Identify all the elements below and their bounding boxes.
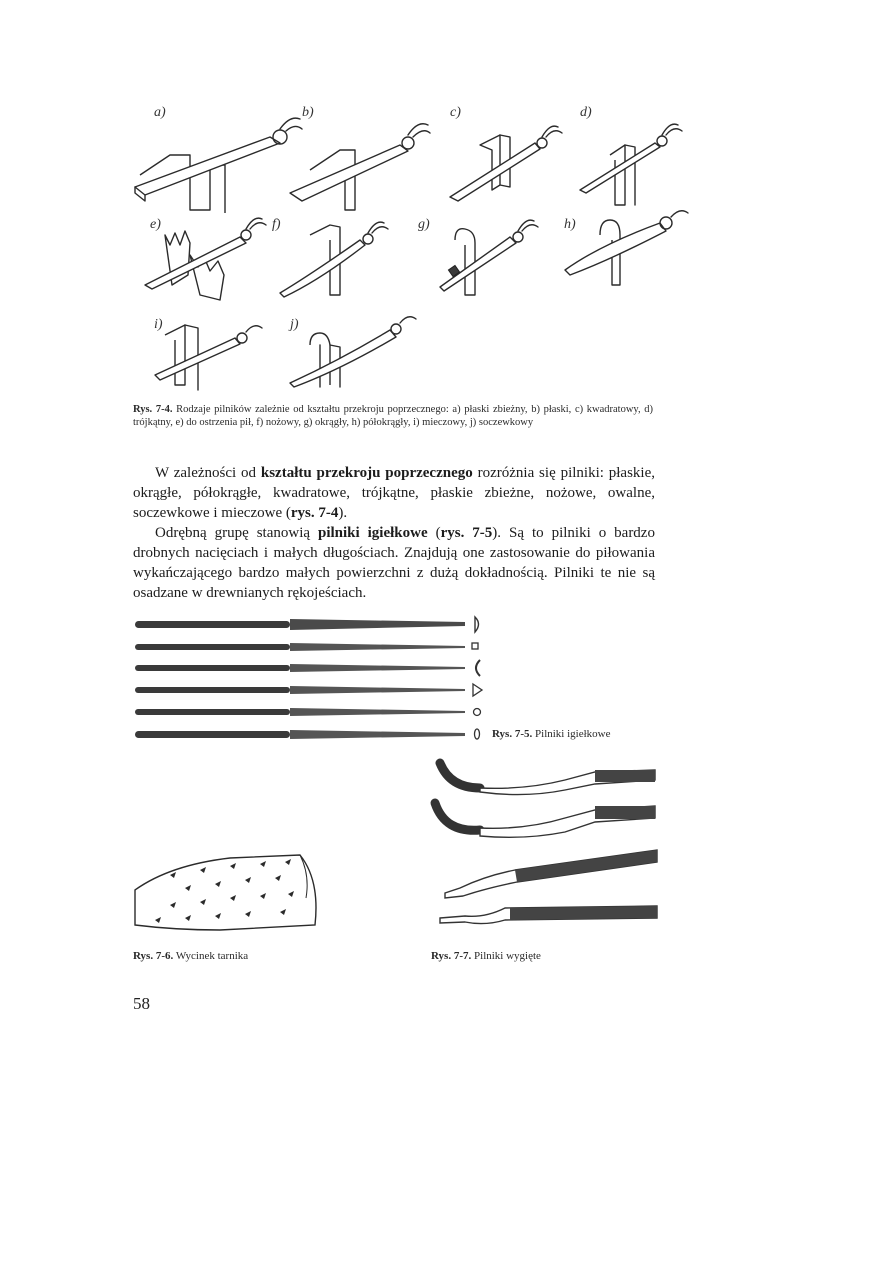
file-i-sword [155,325,262,390]
file-a-flat-tapered [135,118,302,213]
panel-label-c: c) [450,105,461,120]
p1-bold-term: kształtu przekroju poprzecznego [260,465,473,481]
figure-7-7-caption-text: Pilniki wygięte [474,950,541,962]
figure-7-4-caption [133,404,653,429]
panel-label-a: a) [154,105,166,120]
figure-7-7-caption-number: Rys. 7-7. [431,950,472,962]
p1-figure-ref: rys. 7-4 [290,505,339,521]
needle-file-square [135,643,478,651]
paragraph-2 [133,523,655,603]
file-h-half-round [565,211,688,285]
paragraph-1 [133,463,655,523]
bent-file-2 [435,803,655,837]
file-f-knife [280,222,388,297]
panel-label-b: b) [302,105,314,120]
file-d-triangular [580,124,682,205]
panel-label-h: h) [564,217,576,232]
panel-label-i: i) [154,317,163,332]
panel-label-j: j) [290,317,299,332]
figure-7-5 [130,612,490,747]
panel-label-e: e) [150,217,161,232]
figure-7-7 [425,758,665,928]
p2-text-a: Odrębną grupę stanowią [155,525,318,541]
figure-7-7-caption [431,950,541,962]
needle-file-triangular [135,684,482,696]
figure-7-4-drawing [120,95,690,400]
figure-7-4-caption-number: Rys. 7-4. [133,404,173,415]
needle-file-round-small [135,708,481,716]
figure-7-6-caption-text: Wycinek tarnika [175,950,249,962]
panel-label-d: d) [580,105,592,120]
file-c-square [450,126,562,201]
p2-bold-term: pilniki igiełkowe [317,525,428,541]
figure-7-5-caption-text: Pilniki igiełkowe [535,728,611,740]
figure-7-5-caption-number: Rys. 7-5. [492,728,533,740]
p1-text-a: W zależności od [155,465,261,481]
p2-text-mid: ( [427,525,441,541]
file-j-lens [290,317,416,387]
figure-7-6-caption-number: Rys. 7-6. [133,950,174,962]
needle-file-round [135,660,480,676]
file-b-flat [290,124,430,210]
bent-file-4 [440,906,657,924]
p2-figure-ref: rys. 7-5 [440,525,493,541]
panel-label-f: f) [272,217,281,232]
bent-file-1 [440,763,655,795]
p1-text-b: rozróżnia się pilniki: płaskie, okrągłe, półokrągłe, kwadratowe, trójkątne, płaskie zbieżne, nożowe, owalne, soczewkowe i mieczowe ( [133,465,655,521]
figure-7-4 [120,95,690,400]
file-e-saw-sharpening [145,218,266,300]
file-g-round [440,220,538,295]
needle-file-half-round [135,617,479,632]
figure-7-5-caption [492,728,611,740]
figure-7-4-caption-text: Rodzaje pilników zależnie od kształtu przekroju poprzecznego: a) płaski zbieżny, b) płaski, c) kwadratowy, d) trójkątny, e) do ostrzenia pił, f) nożowy, g) okrągły, h) półokrągły, i) mieczowy, j) soczewkowy [133,404,653,428]
p2-text-b: ). Są to pilniki o bardzo drobnych nacięciach i małych długościach. Znajdują one zastosowanie do piłowania wykańczającego bardzo małych powierzchni z dużą dokładnością. Pilniki te nie są osadzane w drewnianych rękojeściach. [133,525,655,601]
rasp-segment-drawing [130,850,330,935]
needle-files-drawing [130,612,490,747]
bent-file-3 [445,850,657,898]
body-text [133,463,655,603]
needle-file-lens [135,729,480,739]
panel-label-g: g) [418,217,430,232]
bent-files-drawing [425,758,665,928]
page-number: 58 [133,994,150,1013]
figure-7-6-caption [133,950,248,962]
p1-text-end: ). [338,505,348,521]
figure-7-6 [130,850,330,935]
